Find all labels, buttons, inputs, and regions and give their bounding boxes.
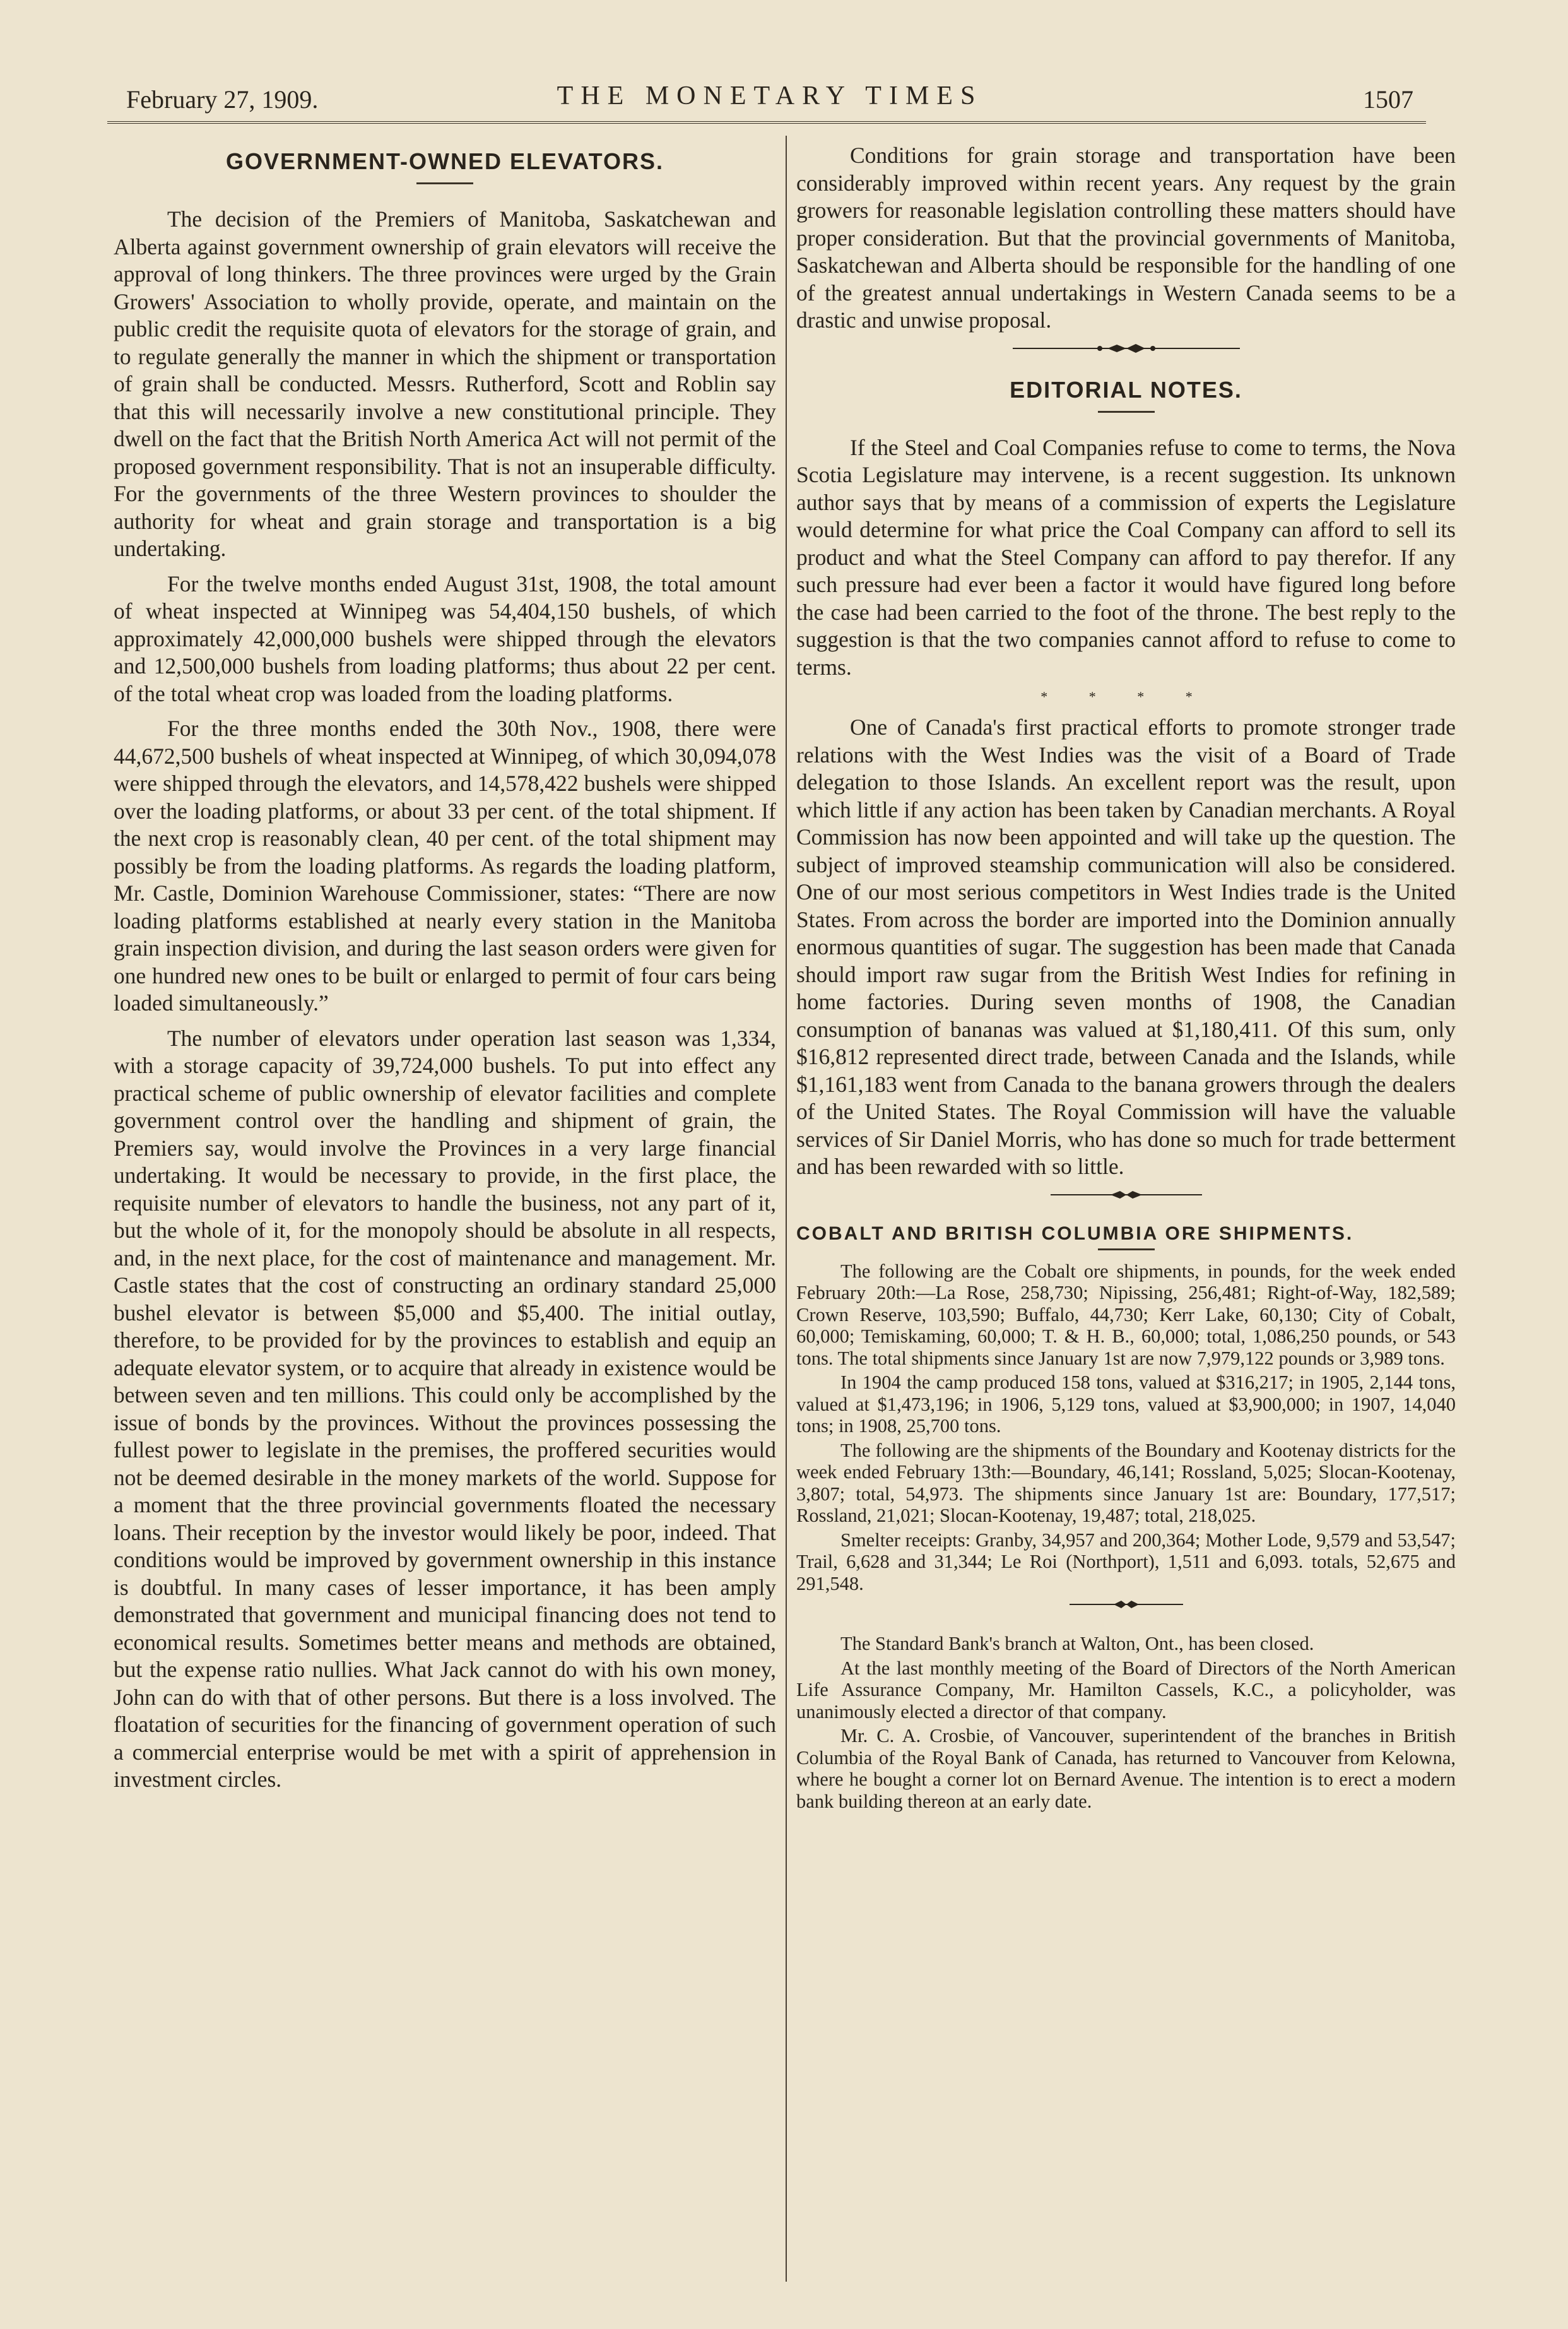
news-note: Mr. C. A. Crosbie, of Vancouver, superintendent of the branches in British Columbia of the Royal Bank of Canada, has returned to Vancouver from Kelowna, where he bought a corner lot on Bernard Avenue. The intention is to erect a modern bank building thereon at an early date. <box>796 1725 1456 1812</box>
masthead-rule <box>107 121 1426 124</box>
shipments-paragraph: In 1904 the camp produced 158 tons, valued at $316,217; in 1905, 2,144 tons, valued at $1,473,196; in 1906, 5,129 tons, valued at $3,900,000; in 1907, 14,040 tons; in 1908, 25,700 tons. <box>796 1372 1456 1437</box>
shipments-paragraph: The following are the Cobalt ore shipments, in pounds, for the week ended February 20th:—La Rose, 258,730; Nipissing, 256,481; Right-of-Way, 182,589; Crown Reserve, 103,590; Buffalo, 44,730; Kerr Lake, 60,130; City of Cobalt, 60,000; Temiskaming, 60,000; T. & H. B., 60,000; total, 1,086,250 pounds, or 543 tons. The total shipments since January 1st are now 7,979,122 pounds or 3,989 tons. <box>796 1260 1456 1369</box>
article-paragraph: For the three months ended the 30th Nov., 1908, there were 44,672,500 bushels of wheat inspected at Winnipeg, of which 30,094,078 were shipped through the elevators, and 14,578,422 bushels were shipped over the loading platforms, or about 33 per cent. of the total shipment. If the next crop is reasonably clean, 40 per cent. of the total shipment may possibly be from the loading platforms. As regards the loading platform, Mr. Castle, Dominion Warehouse Commissioner, states: “There are now loading platforms established at nearly every station in the Manitoba grain inspection division, and during the last season orders were given for one hundred new ones to be built or enlarged to permit of four cars being loaded simultaneously.” <box>114 716 776 1016</box>
news-note: The Standard Bank's branch at Walton, Ont., has been closed. <box>840 1633 1314 1654</box>
left-column <box>114 142 776 1801</box>
publication-title: THE MONETARY TIMES <box>557 81 983 110</box>
ornament-divider <box>796 1188 1456 1204</box>
page-number: 1507 <box>1363 85 1413 114</box>
editorial-notes-heading: EDITORIAL NOTES. <box>1010 376 1242 403</box>
article-paragraph: For the twelve months ended August 31st, 1908, the total amount of wheat inspected at Winnipeg was 54,404,150 bushels, of which approximately 42,000,000 bushels were shipped through the elevators and 12,500,000 bushels from loading platforms; thus about 22 per cent. of the total wheat crop was loaded from the loading platforms. <box>114 571 776 706</box>
ornament-rule-icon <box>1070 1598 1183 1611</box>
cobalt-shipments-heading: COBALT AND BRITISH COLUMBIA ORE SHIPMENTS. <box>796 1223 1354 1244</box>
news-note: At the last monthly meeting of the Board of Directors of the North American Life Assurance Company, Mr. Hamilton Cassels, K.C., a policyholder, was unanimously elected a director of that company. <box>796 1657 1456 1722</box>
article-paragraph: The decision of the Premiers of Manitoba, Saskatchewan and Alberta against government ownership of grain elevators will receive the approval of long thinkers. The three provinces were urged by the Grain Growers' Association to wholly provide, operate, and maintain on the public credit the requisite quota of elevators for the storage of grain, and to regulate generally the manner in which the shipment or transportation of grain shall be conducted. Messrs. Rutherford, Scott and Roblin say that this will necessarily involve a new constitutional principle. They dwell on the fact that the British North America Act will not permit of the proposed government responsibility. That is not an insuperable difficulty. For the governments of the three Western provinces to shoulder the authority for wheat and grain storage and transportation is a big undertaking. <box>114 206 776 561</box>
ornament-divider <box>796 1598 1456 1614</box>
shipments-paragraph: The following are the shipments of the Boundary and Kootenay districts for the week ended February 13th:—Boundary, 46,141; Rossland, 5,025; Slocan-Kootenay, 3,807; total, 54,973. The shipments since January 1st are: Boundary, 177,517; Rossland, 21,021; Slocan-Kootenay, 19,487; total, 218,025. <box>796 1439 1456 1526</box>
editorial-paragraph: One of Canada's first practical efforts to promote stronger trade relations with the West Indies was the visit of a Board of Trade delegation to those Islands. An excellent report was the result, upon which little if any action has been taken by Canadian merchants. A Royal Commission has now been appointed and will take up the question. The subject of improved steamship communication will also be considered. One of our most serious competitors in West Indies trade is the United States. From across the border are imported into the Dominion annually enormous quantities of sugar. The suggestion has been made that Canada should import raw sugar from the British West Indies for refining in home factories. During seven months of 1908, the Canadian consumption of bananas was valued at $1,180,411. Of this sum, only $16,812 represented direct trade, between Canada and the Islands, while $1,161,183 went from Canada to the banana growers through the dealers of the United States. The Royal Commission will have the valuable services of Sir Daniel Morris, who has done so much for trade betterment and has been rewarded with so little. <box>796 714 1456 1179</box>
heading-rule <box>416 182 473 184</box>
ornament-rule-icon <box>1013 342 1240 355</box>
heading-rule <box>1098 1248 1155 1250</box>
stars-separator: * * * * <box>1040 689 1211 704</box>
masthead <box>126 77 1413 121</box>
shipments-paragraph: Smelter receipts: Granby, 34,957 and 200,364; Mother Lode, 9,579 and 53,547; Trail, 6,628 and 31,344; Le Roi (Northport), 1,511 and 6,093. totals, 52,675 and 291,548. <box>796 1529 1456 1594</box>
editorial-paragraph: If the Steel and Coal Companies refuse to come to terms, the Nova Scotia Legislature may intervene, is a recent suggestion. Its unknown author says that by means of a commission of experts the Legislature would determine for what price the Coal Company can afford to sell its product and what the Steel Company can afford to pay therefor. If any such pressure had ever been a factor it would have figured long before the case had been carried to the foot of the throne. The best reply to the suggestion is that the two companies cannot afford to refuse to come to terms. <box>796 434 1456 680</box>
article-heading-elevators: GOVERNMENT-OWNED ELEVATORS. <box>225 148 664 174</box>
ornament-divider <box>796 342 1456 358</box>
issue-date: February 27, 1909. <box>126 85 319 114</box>
article-continuation: Conditions for grain storage and transportation have been considerably improved within recent years. Any request by the grain growers for reasonable legislation controlling these matters should have proper consideration. But that the provincial governments of Manitoba, Saskatchewan and Alberta should be responsible for the handling of one of the greatest annual undertakings in Western Canada seems to be a drastic and unwise proposal. <box>796 143 1456 333</box>
ornament-rule-icon <box>1051 1188 1202 1201</box>
heading-rule <box>1098 411 1155 413</box>
article-paragraph: The number of elevators under operation last season was 1,334, with a storage capacity of 39,724,000 bushels. To put into effect any practical scheme of public ownership of elevator facilities and complete government control over the handling and shipment of grain, the Premiers say, would involve the Provinces in a very large financial undertaking. It would be necessary to provide, in the first place, the requisite number of elevators to handle the business, not any part of it, but the whole of it, for the monopoly should be absolute in all respects, and, in the next place, for the cost of maintenance and management. Mr. Castle states that the cost of constructing an ordinary standard 25,000 bushel elevator is between $5,000 and $5,400. The initial outlay, therefore, to be provided for by the provinces to establish and equip an adequate elevator system, or to acquire that already in existence would be between seven and ten millions. This could only be accomplished by the issue of bonds by the provinces. Without the provinces possessing the fullest power to legislate in the premises, the proffered securities would not be deemed desirable in the money markets of the world. Suppose for a moment that the three provincial governments floated the necessary loans. Their reception by the investor would likely be poor, indeed. That conditions would be improved by government ownership in this instance is doubtful. In many cases of lesser importance, it has been amply demonstrated that government and municipal financing does not tend to economical results. Sometimes better means and methods are obtained, but the expense ratio nullies. What Jack cannot do with his own money, John can do with that of other persons. But there is a loss involved. The floatation of securities for the financing of government operation of such a commercial enterprise would be met with a spirit of apprehension in investment circles. <box>114 1025 776 1792</box>
right-column <box>796 142 1456 1815</box>
column-divider <box>786 136 787 2282</box>
